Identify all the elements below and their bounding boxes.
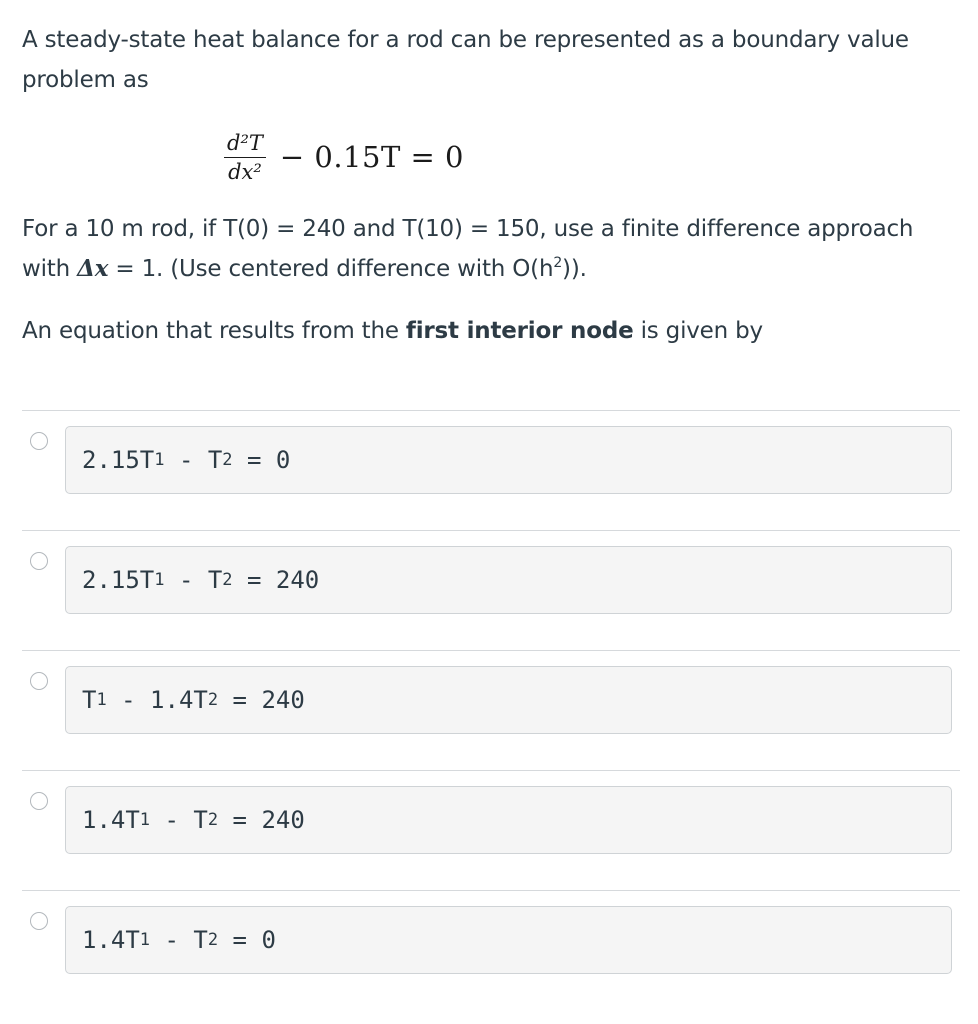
answer-text-box[interactable]: 2.15T 1 - T 2 = 240 [65, 546, 952, 614]
order-exponent: 2 [553, 255, 563, 271]
answer-text-box[interactable]: 2.15T 1 - T 2 = 0 [65, 426, 952, 494]
prompt-text-a: An equation that results from the [22, 318, 406, 344]
question-conditions [22, 209, 952, 289]
answer-text-box[interactable]: 1.4T 1 - T 2 = 0 [65, 906, 952, 974]
conditions-text-b: = 1. (Use centered difference with O(h [108, 256, 554, 282]
answer-text-box[interactable]: 1.4T 1 - T 2 = 240 [65, 786, 952, 854]
radio-button[interactable] [30, 912, 48, 930]
radio-button[interactable] [30, 792, 48, 810]
equation-remainder: − 0.15T = 0 [279, 140, 464, 174]
answer-text-box[interactable]: T 1 - 1.4T 2 = 240 [65, 666, 952, 734]
answer-option-1[interactable] [22, 410, 960, 530]
fraction-denominator: dx² [228, 159, 262, 184]
conditions-text-a: For a 10 m rod, if T(0) = 240 and T(10) = 150, use a finite difference approach with [22, 216, 914, 282]
answer-option-5[interactable] [22, 890, 960, 1010]
conditions-text-c: )). [562, 256, 587, 282]
radio-button[interactable] [30, 552, 48, 570]
delta-x-math: Δx [77, 255, 109, 282]
radio-button[interactable] [30, 432, 48, 450]
prompt-text-b: is given by [633, 318, 763, 344]
boundary-value-equation [224, 122, 464, 192]
radio-button[interactable] [30, 672, 48, 690]
answer-option-2[interactable] [22, 530, 960, 650]
question-prompt [22, 311, 952, 351]
answer-option-4[interactable] [22, 770, 960, 890]
fraction-numerator: d²T [227, 130, 263, 155]
answer-option-3[interactable] [22, 650, 960, 770]
answer-list [22, 410, 960, 1010]
prompt-bold: first interior node [405, 318, 634, 344]
question-intro: A steady-state heat balance for a rod can be represented as a boundary value problem as [22, 27, 909, 93]
second-derivative-fraction [224, 131, 266, 184]
